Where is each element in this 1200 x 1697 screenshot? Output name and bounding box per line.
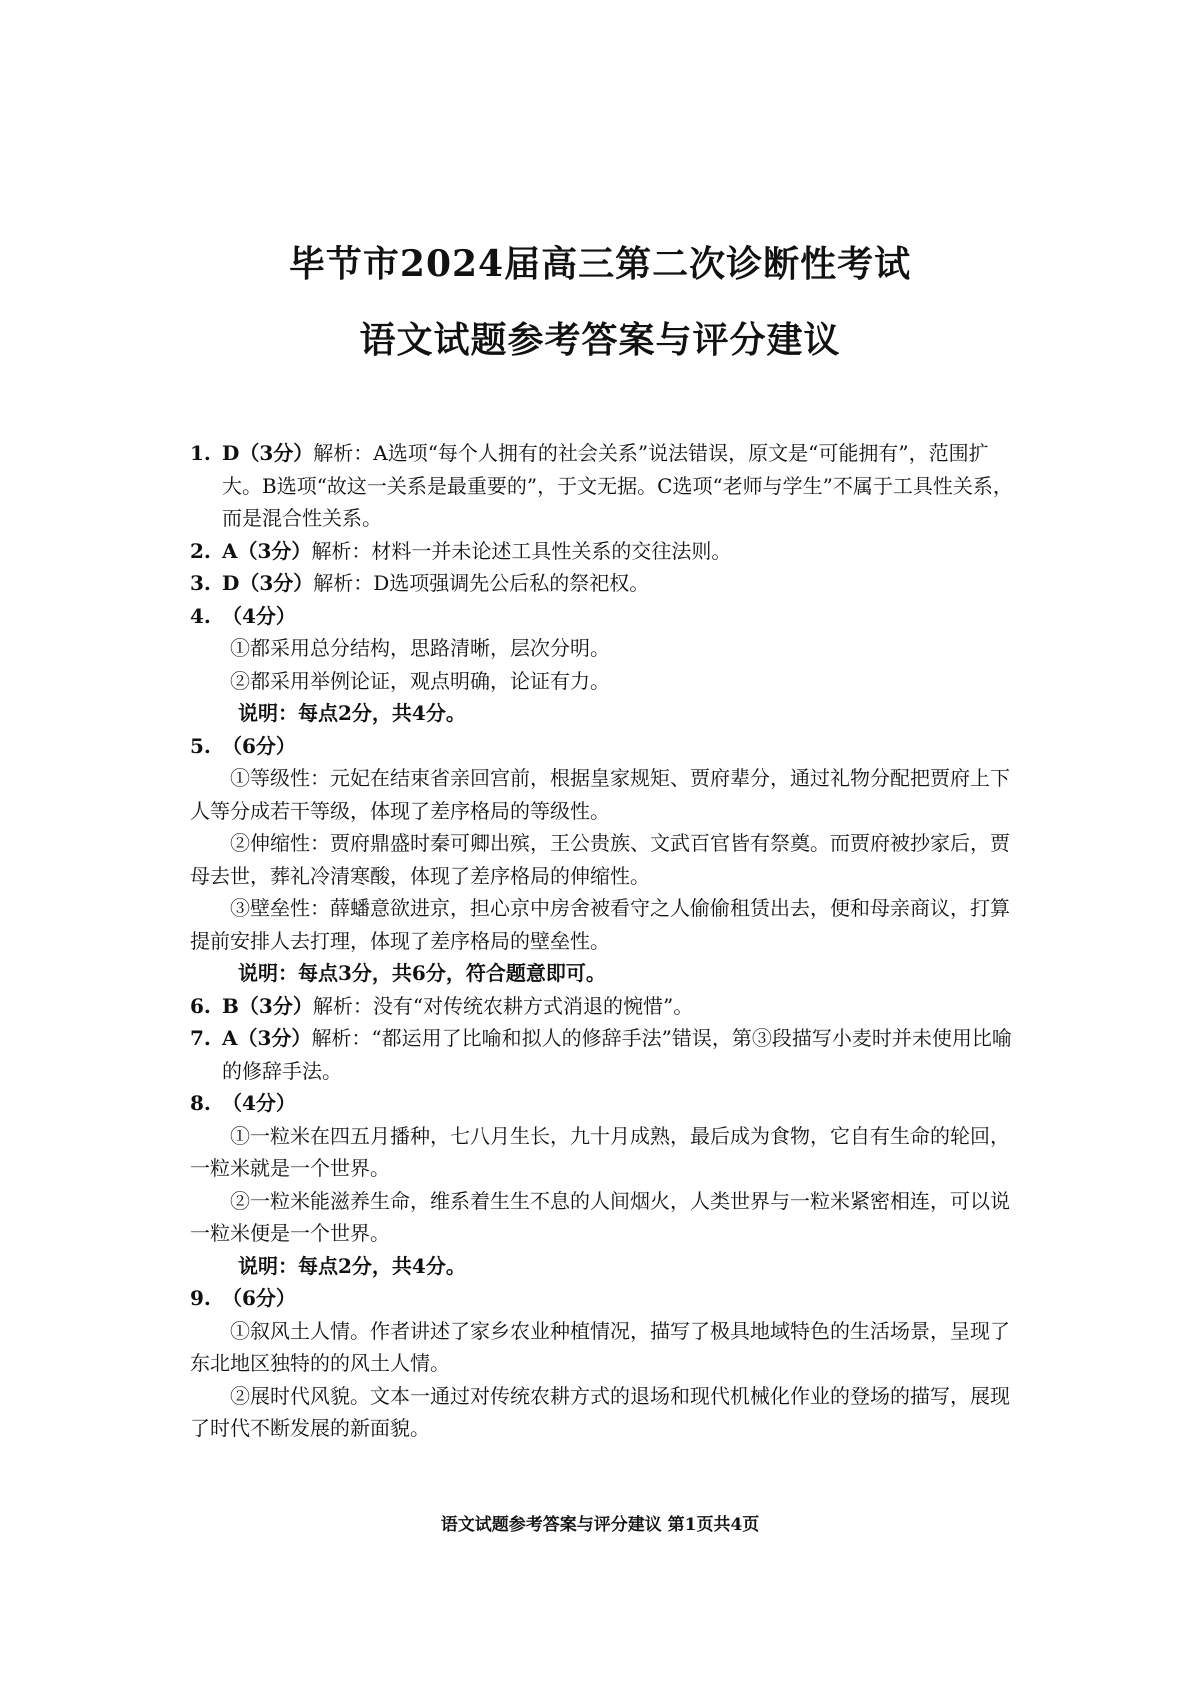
answer-list	[190, 437, 1015, 1445]
answer-choice: A（3分）	[222, 538, 312, 563]
question-9	[190, 1282, 1015, 1445]
question-2	[190, 535, 1015, 568]
answer-point: ①等级性：元妃在结束省亲回宫前，根据皇家规矩、贾府辈分，通过礼物分配把贾府上下人等分成若干等级，体现了差序格局的等级性。	[190, 766, 1010, 823]
answer-choice: A（3分）	[222, 1026, 312, 1050]
question-number: 1.	[190, 441, 211, 465]
question-7	[190, 1022, 1015, 1087]
page-title: 毕节市2024届高三第二次诊断性考试	[288, 243, 912, 285]
answer-point: ③壁垒性：薛蟠意欲进京，担心京中房舍被看守之人偷偷租赁出去，便和母亲商议，打算提前安排人去打理，体现了差序格局的壁垒性。	[190, 896, 1010, 953]
explanation-text: 解析：材料一并未论述工具性关系的交往法则。	[311, 538, 732, 563]
answer-point: ②展时代风貌。文本一通过对传统农耕方式的退场和现代机械化作业的登场的描写，展现了时代不断发展的新面貌。	[190, 1383, 1010, 1440]
page-subtitle: 语文试题参考答案与评分建议	[359, 319, 841, 361]
explanation-text: 解析：“都运用了比喻和拟人的修辞手法”错误，第③段描写小麦时并未使用比喻的修辞手法。	[222, 1026, 1012, 1083]
explanation-text: 解析：A选项“每个人拥有的社会关系”说法错误，原文是“可能拥有”，范围扩大。B选项“故这一关系是最重要的”，于文无据。C选项“老师与学生”不属于工具性关系，而是混合性关系。	[222, 441, 1013, 530]
question-6	[190, 990, 1015, 1023]
question-5	[190, 730, 1015, 990]
answer-point: ①都采用总分结构，思路清晰，层次分明。	[230, 636, 610, 660]
score-label: （4分）	[222, 603, 296, 628]
score-label: （6分）	[222, 733, 296, 758]
explanation-text: 解析：D选项强调先公后私的祭祀权。	[313, 571, 650, 595]
answer-point: ②一粒米能滋养生命，维系着生生不息的人间烟火，人类世界与一粒米紧密相连，可以说一粒米便是一个世界。	[190, 1188, 1010, 1245]
question-1	[190, 437, 1015, 535]
question-number: 5.	[190, 733, 211, 758]
question-number: 4.	[190, 603, 211, 628]
question-4	[190, 600, 1015, 730]
question-number: 9.	[190, 1286, 211, 1310]
score-label: （6分）	[222, 1286, 296, 1310]
question-number: 7.	[190, 1026, 211, 1050]
answer-point: ①一粒米在四五月播种，七八月生长，九十月成熟，最后成为食物，它自有生命的轮回，一粒米就是一个世界。	[190, 1123, 1010, 1180]
answer-choice: D（3分）	[222, 441, 314, 465]
explanation-text: 解析：没有“对传统农耕方式消退的惋惜”。	[312, 993, 694, 1018]
page-footer: 语文试题参考答案与评分建议 第1页共4页	[440, 1515, 760, 1535]
question-number: 8.	[190, 1091, 211, 1115]
answer-point: ②伸缩性：贾府鼎盛时秦可卿出殡，王公贵族、文武百官皆有祭奠。而贾府被抄家后，贾母去世，葬礼冷清寒酸，体现了差序格局的伸缩性。	[190, 831, 1010, 888]
question-3	[190, 567, 1015, 600]
answer-choice: B（3分）	[222, 993, 313, 1018]
answer-choice: D（3分）	[222, 571, 314, 595]
answer-point: ②都采用举例论证，观点明确，论证有力。	[230, 668, 610, 693]
question-number: 6.	[190, 993, 211, 1018]
question-number: 2.	[190, 538, 211, 563]
score-label: （4分）	[222, 1091, 296, 1115]
scoring-note: 说明：每点3分，共6分，符合题意即可。	[238, 961, 606, 985]
question-8	[190, 1087, 1015, 1282]
answer-point: ①叙风土人情。作者讲述了家乡农业种植情况，描写了极具地域特色的生活场景，呈现了东北地区独特的的风土人情。	[190, 1318, 1010, 1375]
scoring-note: 说明：每点2分，共4分。	[238, 1253, 466, 1278]
scoring-note: 说明：每点2分，共4分。	[238, 701, 466, 725]
question-number: 3.	[190, 571, 211, 595]
